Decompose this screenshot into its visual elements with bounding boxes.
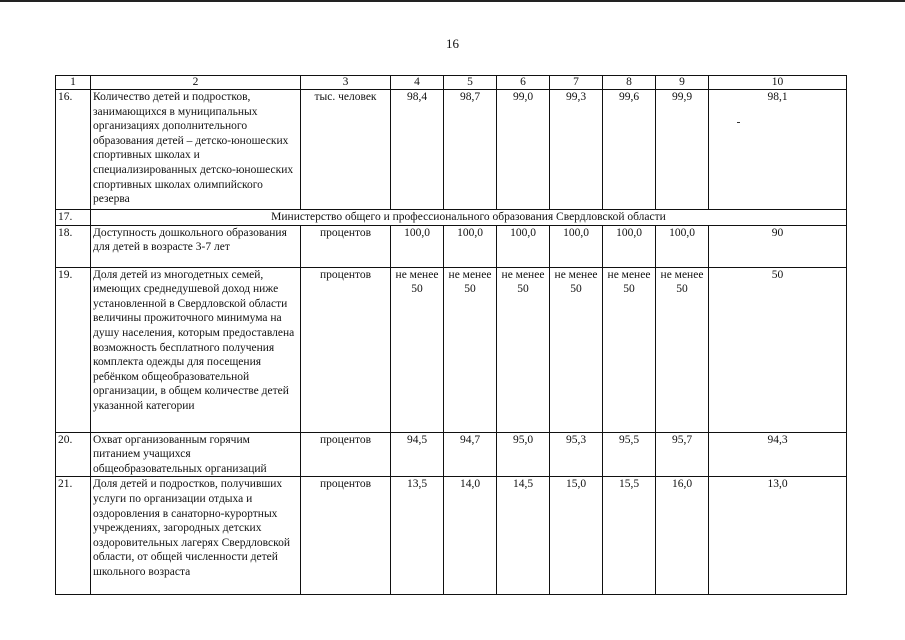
row-number: 20.	[56, 432, 91, 477]
value-cell: 15,0	[550, 477, 603, 595]
value-cell: 14,5	[497, 477, 550, 595]
column-header: 7	[550, 76, 603, 90]
indicator-text: Доступность дошкольного образования для детей в возрасте 3-7 лет	[91, 225, 301, 267]
value-cell: не менее 50	[497, 267, 550, 432]
column-header: 4	[391, 76, 444, 90]
value-cell: 100,0	[550, 225, 603, 267]
row-number: 18.	[56, 225, 91, 267]
row-number: 16.	[56, 90, 91, 210]
table-row	[56, 225, 847, 267]
column-header: 3	[301, 76, 391, 90]
value-cell: 15,5	[603, 477, 656, 595]
column-header: 10	[709, 76, 847, 90]
column-header: 1	[56, 76, 91, 90]
page-number: 16	[446, 36, 459, 51]
column-header: 5	[444, 76, 497, 90]
row-number: 19.	[56, 267, 91, 432]
unit-cell: процентов	[301, 432, 391, 477]
indicator-text: Доля детей из многодетных семей, имеющих среднедушевой доход ниже установленной в Свердловской области величины прожиточного минимума на душу населения, которым предоставлена возможность бесплатного получения комплекта одежды для посещения ребёнком общеобразовательной организации, в общем количестве детей указанной категории	[91, 267, 301, 432]
value-cell: 95,5	[603, 432, 656, 477]
result-cell: 90	[709, 225, 847, 267]
table-row	[56, 267, 847, 432]
value-cell: 98,4	[391, 90, 444, 210]
value-cell: 99,6	[603, 90, 656, 210]
value-cell: 100,0	[497, 225, 550, 267]
section-row	[56, 210, 847, 226]
value-cell: 94,5	[391, 432, 444, 477]
header-row	[56, 76, 847, 90]
indicators-table	[55, 75, 847, 595]
value-cell: 99,9	[656, 90, 709, 210]
value-cell: 95,7	[656, 432, 709, 477]
unit-cell: процентов	[301, 477, 391, 595]
result-cell: 50	[709, 267, 847, 432]
value-cell: 95,3	[550, 432, 603, 477]
result-cell: 94,3	[709, 432, 847, 477]
value-cell: 13,5	[391, 477, 444, 595]
value-cell: не менее 50	[656, 267, 709, 432]
stray-mark	[737, 122, 740, 123]
value-cell: 14,0	[444, 477, 497, 595]
value-cell: не менее 50	[391, 267, 444, 432]
column-header: 2	[91, 76, 301, 90]
value-cell: 100,0	[603, 225, 656, 267]
table-row	[56, 90, 847, 210]
indicator-text: Количество детей и подростков, занимающихся в муниципальных организациях дополнительного образования детей – детско-юношеских спортивных школах и специализированных детско-юношеских спортивных школах олимпийского резерва	[91, 90, 301, 210]
section-title: Министерство общего и профессионального образования Свердловской области	[91, 210, 847, 226]
top-rule	[0, 0, 905, 2]
value-cell: 100,0	[444, 225, 497, 267]
value-cell: 16,0	[656, 477, 709, 595]
table-row	[56, 432, 847, 477]
unit-cell: процентов	[301, 225, 391, 267]
value-cell: 99,3	[550, 90, 603, 210]
value-cell: не менее 50	[603, 267, 656, 432]
value-cell: 100,0	[391, 225, 444, 267]
value-cell: 95,0	[497, 432, 550, 477]
row-number: 17.	[56, 210, 91, 226]
indicator-text: Доля детей и подростков, получивших услуги по организации отдыха и оздоровления в санаторно-курортных учреждениях, загородных детских оздоровительных лагерях Свердловской области, от общей численности детей школьного возраста	[91, 477, 301, 595]
value-cell: 98,7	[444, 90, 497, 210]
indicator-text: Охват организованным горячим питанием учащихся общеобразовательных организаций	[91, 432, 301, 477]
column-header: 9	[656, 76, 709, 90]
value-cell: 100,0	[656, 225, 709, 267]
value-cell: не менее 50	[444, 267, 497, 432]
table-row	[56, 477, 847, 595]
value-cell: не менее 50	[550, 267, 603, 432]
unit-cell: процентов	[301, 267, 391, 432]
value-cell: 94,7	[444, 432, 497, 477]
unit-cell: тыс. человек	[301, 90, 391, 210]
result-cell: 98,1	[709, 90, 847, 210]
value-cell: 99,0	[497, 90, 550, 210]
column-header: 8	[603, 76, 656, 90]
row-number: 21.	[56, 477, 91, 595]
result-cell: 13,0	[709, 477, 847, 595]
column-header: 6	[497, 76, 550, 90]
